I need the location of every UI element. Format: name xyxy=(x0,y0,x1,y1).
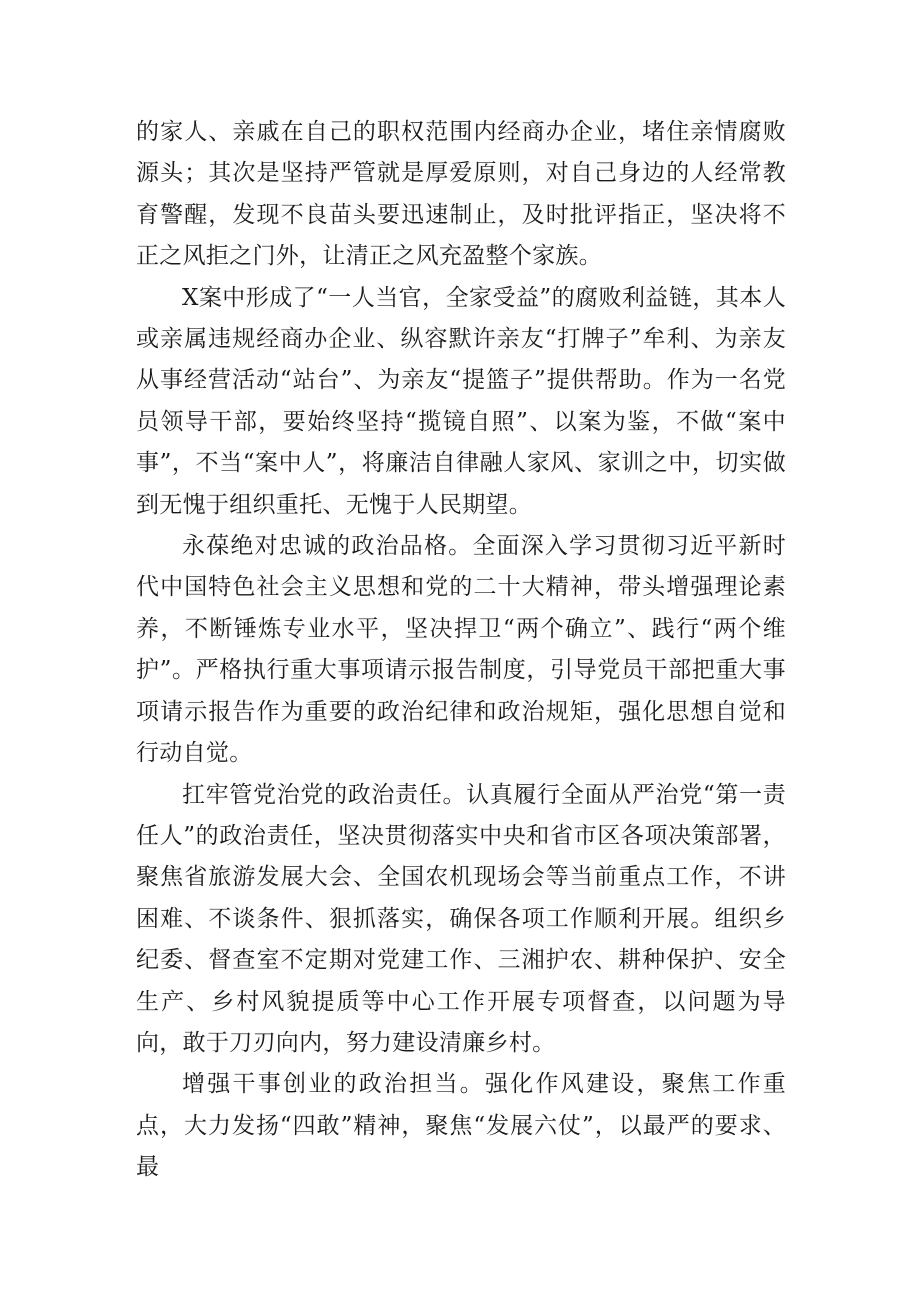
paragraph-political-loyalty: 永葆绝对忠诚的政治品格。全面深入学习贯彻习近平新时代中国特色社会主义思想和党的二十大精神，带头增强理论素养，不断锤炼专业水平，坚决捍卫“两个确立”、践行“两个维护”。严格执行重大事项请示报告制度，引导党员干部把重大事项请示报告作为重要的政治纪律和政治规矩，强化思想自觉和行动自觉。 xyxy=(136,533,786,767)
paragraph-political-commitment: 增强干事创业的政治担当。强化作风建设，聚焦工作重点，大力发扬“四敢”精神，聚焦“发展六仗”，以最严的要求、最 xyxy=(136,1071,786,1181)
paragraph-party-responsibility: 扛牢管党治党的政治责任。认真履行全面从严治党“第一责任人”的政治责任，坚决贯彻落实中央和省市区各项决策部署，聚焦省旅游发展大会、全国农机现场会等当前重点工作，不讲困难、不谈条件、狠抓落实，确保各项工作顺利开展。组织乡纪委、督查室不定期对党建工作、三湘护农、耕种保护、安全生产、乡村风貌提质等中心工作开展专项督查，以问题为导向，敢于刀刃向内，努力建设清廉乡村。 xyxy=(136,781,786,1056)
paragraph-case-reflection: X案中形成了“一人当官，全家受益”的腐败利益链，其本人或亲属违规经商办企业、纵容默许亲友“打牌子”牟利、为亲友从事经营活动“站台”、为亲友“提篮子”提供帮助。作为一名党员领导干部，要始终坚持“揽镜自照”、以案为鉴，不做“案中事”，不当“案中人”，将廉洁自律融人家风、家训之中，切实做到无愧于组织重托、无愧于人民期望。 xyxy=(136,284,786,518)
paragraph-continuation: 的家人、亲戚在自己的职权范围内经商办企业，堵住亲情腐败源头；其次是坚持严管就是厚爱原则，对自己身边的人经常教育警醒，发现不良苗头要迅速制止，及时批评指正，坚决将不正之风拒之门外，让清正之风充盈整个家族。 xyxy=(136,119,786,270)
document-body xyxy=(136,112,786,1189)
